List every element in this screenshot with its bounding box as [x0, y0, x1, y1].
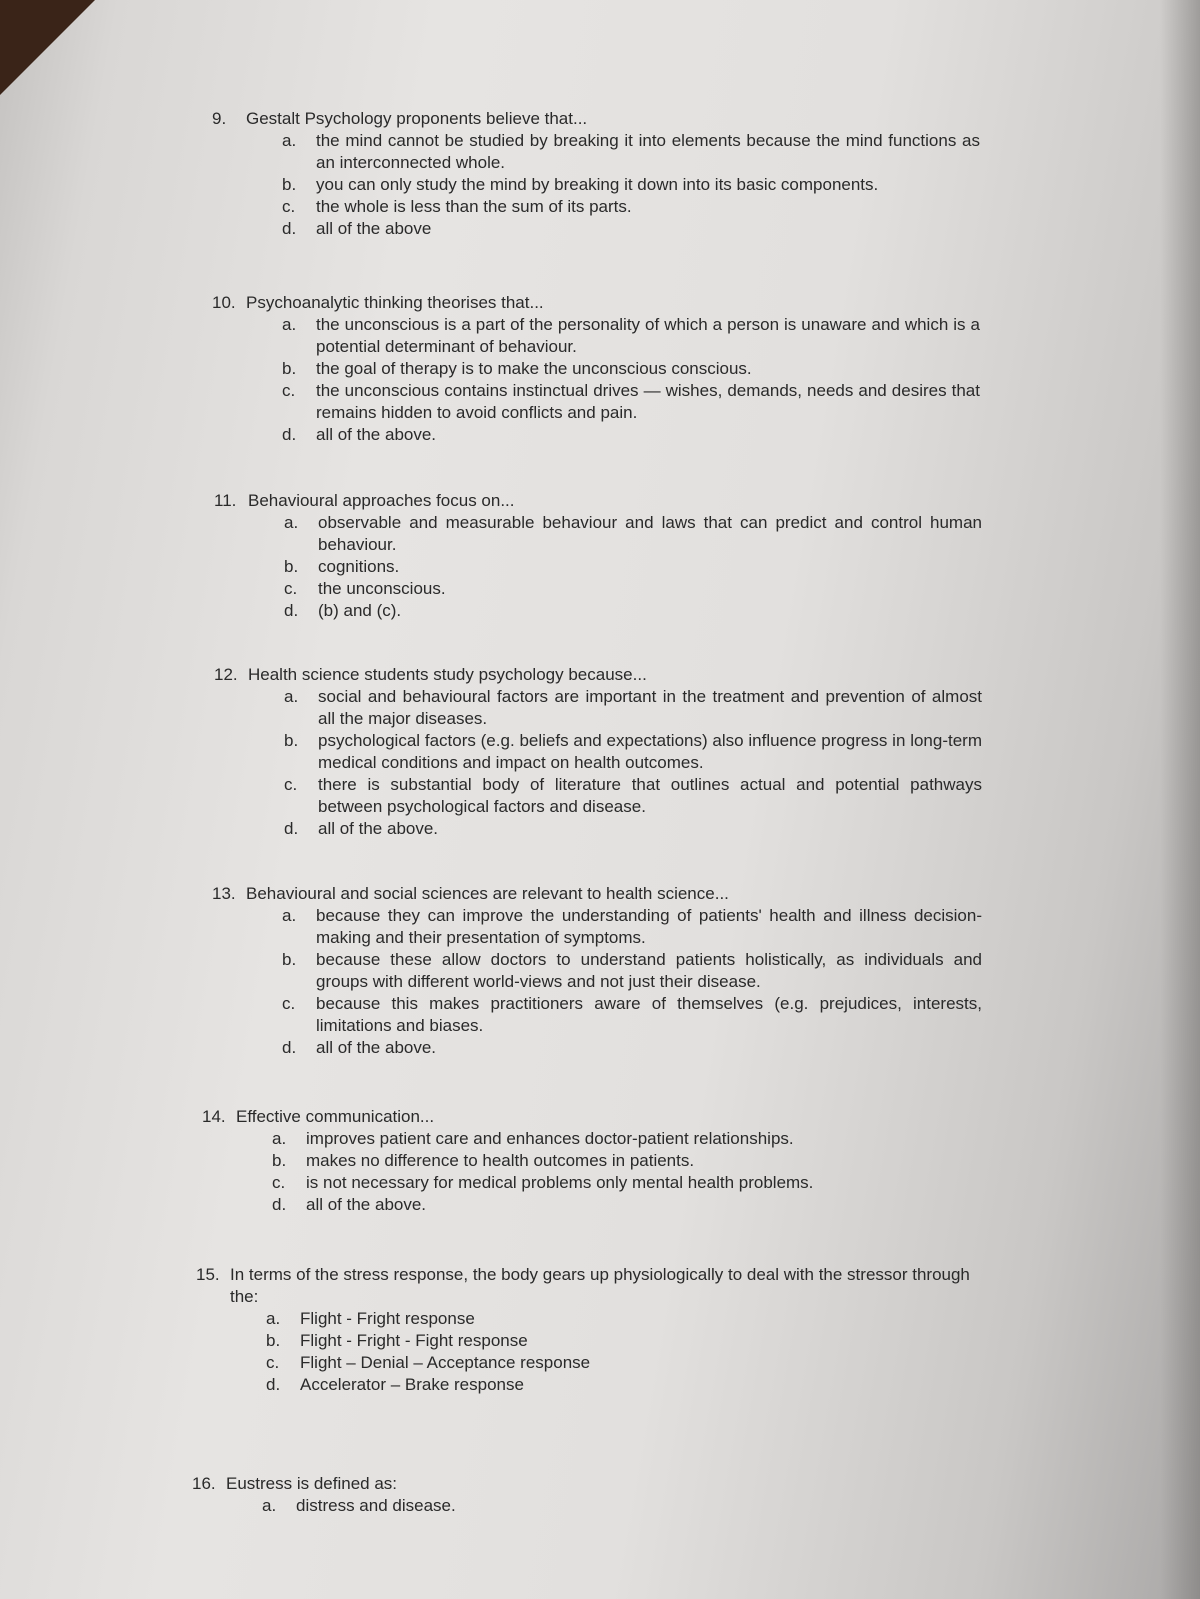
- question-stem: [212, 108, 980, 130]
- answer-option: [282, 905, 982, 949]
- option-text: all of the above: [316, 219, 432, 238]
- answer-option: [262, 1495, 692, 1517]
- option-list: [214, 686, 982, 840]
- answer-option: [282, 380, 980, 424]
- option-text: Accelerator – Brake response: [300, 1375, 524, 1394]
- option-text: psychological factors (e.g. beliefs and expectations) also influence progress in long-term medical conditions and impact on health outcomes.: [318, 731, 982, 772]
- option-list: [192, 1495, 692, 1517]
- answer-option: [284, 730, 982, 774]
- answer-option: [282, 949, 982, 993]
- answer-option: [284, 774, 982, 818]
- question-text: Psychoanalytic thinking theorises that...: [246, 293, 544, 312]
- option-text: (b) and (c).: [318, 601, 402, 620]
- option-list: [196, 1308, 986, 1396]
- option-letter: b.: [282, 359, 297, 378]
- question-stem: [214, 490, 982, 512]
- question-number: 16.: [192, 1474, 216, 1493]
- question-number: 10.: [212, 293, 236, 312]
- question-number: 12.: [214, 665, 238, 684]
- answer-option: [282, 1037, 982, 1059]
- option-list: [212, 905, 982, 1059]
- question-stem: [192, 1473, 692, 1495]
- option-letter: a.: [272, 1129, 287, 1148]
- option-text: all of the above.: [306, 1195, 427, 1214]
- option-letter: b.: [284, 731, 299, 750]
- option-letter: b.: [272, 1151, 287, 1170]
- option-list: [212, 314, 980, 446]
- option-letter: b.: [282, 175, 297, 194]
- option-text: all of the above.: [318, 819, 439, 838]
- option-text: social and behavioural factors are important in the treatment and prevention of almost all the major diseases.: [318, 687, 982, 728]
- option-letter: c.: [266, 1353, 280, 1372]
- answer-option: [272, 1128, 892, 1150]
- question-number: 15.: [196, 1265, 220, 1284]
- question-13: [212, 883, 982, 1059]
- page-edge-shadow: [1160, 0, 1200, 1599]
- answer-option: [272, 1194, 892, 1216]
- answer-option: [284, 512, 982, 556]
- option-text: the goal of therapy is to make the unconscious conscious.: [316, 359, 752, 378]
- option-letter: d.: [282, 1038, 297, 1057]
- option-text: Flight - Fright - Fight response: [300, 1331, 528, 1350]
- answer-option: [266, 1308, 986, 1330]
- option-letter: d.: [282, 219, 297, 238]
- option-text: the unconscious.: [318, 579, 446, 598]
- question-16: [192, 1473, 692, 1517]
- option-text: because they can improve the understanding of patients' health and illness decision-making and their presentation of symptoms.: [316, 906, 982, 947]
- option-letter: a.: [282, 906, 297, 925]
- option-text: all of the above.: [316, 425, 437, 444]
- option-letter: b.: [266, 1331, 281, 1350]
- answer-option: [282, 218, 980, 240]
- option-text: makes no difference to health outcomes in patients.: [306, 1151, 695, 1170]
- question-stem: [214, 664, 982, 686]
- option-text: improves patient care and enhances doctor-patient relationships.: [306, 1129, 794, 1148]
- option-letter: a.: [282, 315, 297, 334]
- question-15: [196, 1264, 986, 1396]
- option-letter: a.: [262, 1496, 277, 1515]
- option-text: the mind cannot be studied by breaking it into elements because the mind functions as an interconnected whole.: [316, 131, 980, 172]
- answer-option: [266, 1374, 986, 1396]
- answer-option: [282, 358, 980, 380]
- option-letter: a.: [266, 1309, 281, 1328]
- question-text: Eustress is defined as:: [226, 1474, 398, 1493]
- question-number: 11.: [214, 491, 237, 510]
- option-letter: b.: [282, 950, 297, 969]
- answer-option: [282, 130, 980, 174]
- answer-option: [266, 1352, 986, 1374]
- option-letter: a.: [282, 131, 297, 150]
- option-letter: c.: [282, 994, 296, 1013]
- question-number: 13.: [212, 884, 236, 903]
- question-text: Health science students study psychology because...: [248, 665, 647, 684]
- answer-option: [272, 1172, 892, 1194]
- option-text: because these allow doctors to understand patients holistically, as individuals and groups with different world-views and not just their disease.: [316, 950, 982, 991]
- answer-option: [284, 600, 982, 622]
- answer-option: [282, 993, 982, 1037]
- question-9: [212, 108, 980, 240]
- option-letter: d.: [266, 1375, 281, 1394]
- option-text: the unconscious is a part of the personality of which a person is unaware and which is a potential determinant of behaviour.: [316, 315, 980, 356]
- option-list: [214, 512, 982, 622]
- option-letter: c.: [284, 579, 298, 598]
- question-stem: [212, 883, 982, 905]
- option-letter: c.: [272, 1173, 286, 1192]
- answer-option: [272, 1150, 892, 1172]
- question-14: [202, 1106, 892, 1216]
- question-12: [214, 664, 982, 840]
- option-text: Flight – Denial – Acceptance response: [300, 1353, 591, 1372]
- option-text: the unconscious contains instinctual drives — wishes, demands, needs and desires that remains hidden to avoid conflicts and pain.: [316, 381, 980, 422]
- option-text: distress and disease.: [296, 1496, 456, 1515]
- question-11: [214, 490, 982, 622]
- option-letter: c.: [282, 381, 296, 400]
- page-corner-shadow: [0, 0, 95, 95]
- question-text: Effective communication...: [236, 1107, 435, 1126]
- option-text: Flight - Fright response: [300, 1309, 475, 1328]
- question-stem: [196, 1264, 986, 1308]
- answer-option: [284, 818, 982, 840]
- option-letter: c.: [284, 775, 298, 794]
- option-text: cognitions.: [318, 557, 400, 576]
- option-text: because this makes practitioners aware of themselves (e.g. prejudices, interests, limitations and biases.: [316, 994, 982, 1035]
- option-letter: a.: [284, 687, 299, 706]
- question-number: 14.: [202, 1107, 226, 1126]
- option-list: [202, 1128, 892, 1216]
- question-text: Behavioural and social sciences are relevant to health science...: [246, 884, 729, 903]
- question-text: Gestalt Psychology proponents believe that...: [246, 109, 588, 128]
- answer-option: [284, 686, 982, 730]
- answer-option: [282, 196, 980, 218]
- option-text: you can only study the mind by breaking it down into its basic components.: [316, 175, 879, 194]
- option-letter: c.: [282, 197, 296, 216]
- option-list: [212, 130, 980, 240]
- question-10: [212, 292, 980, 446]
- answer-option: [284, 556, 982, 578]
- answer-option: [284, 578, 982, 600]
- question-stem: [202, 1106, 892, 1128]
- question-number: 9.: [212, 109, 227, 128]
- option-letter: d.: [272, 1195, 287, 1214]
- question-text: Behavioural approaches focus on...: [248, 491, 515, 510]
- option-letter: d.: [284, 819, 299, 838]
- answer-option: [266, 1330, 986, 1352]
- option-letter: a.: [284, 513, 299, 532]
- option-letter: d.: [282, 425, 297, 444]
- option-text: there is substantial body of literature that outlines actual and potential pathways between psychological factors and disease.: [318, 775, 982, 816]
- option-letter: d.: [284, 601, 299, 620]
- question-stem: [212, 292, 980, 314]
- answer-option: [282, 174, 980, 196]
- option-text: observable and measurable behaviour and laws that can predict and control human behaviour.: [318, 513, 982, 554]
- answer-option: [282, 424, 980, 446]
- option-text: all of the above.: [316, 1038, 437, 1057]
- question-text: In terms of the stress response, the body gears up physiologically to deal with the stressor through the:: [230, 1265, 970, 1306]
- option-text: the whole is less than the sum of its parts.: [316, 197, 632, 216]
- answer-option: [282, 314, 980, 358]
- option-letter: b.: [284, 557, 299, 576]
- option-text: is not necessary for medical problems only mental health problems.: [306, 1173, 814, 1192]
